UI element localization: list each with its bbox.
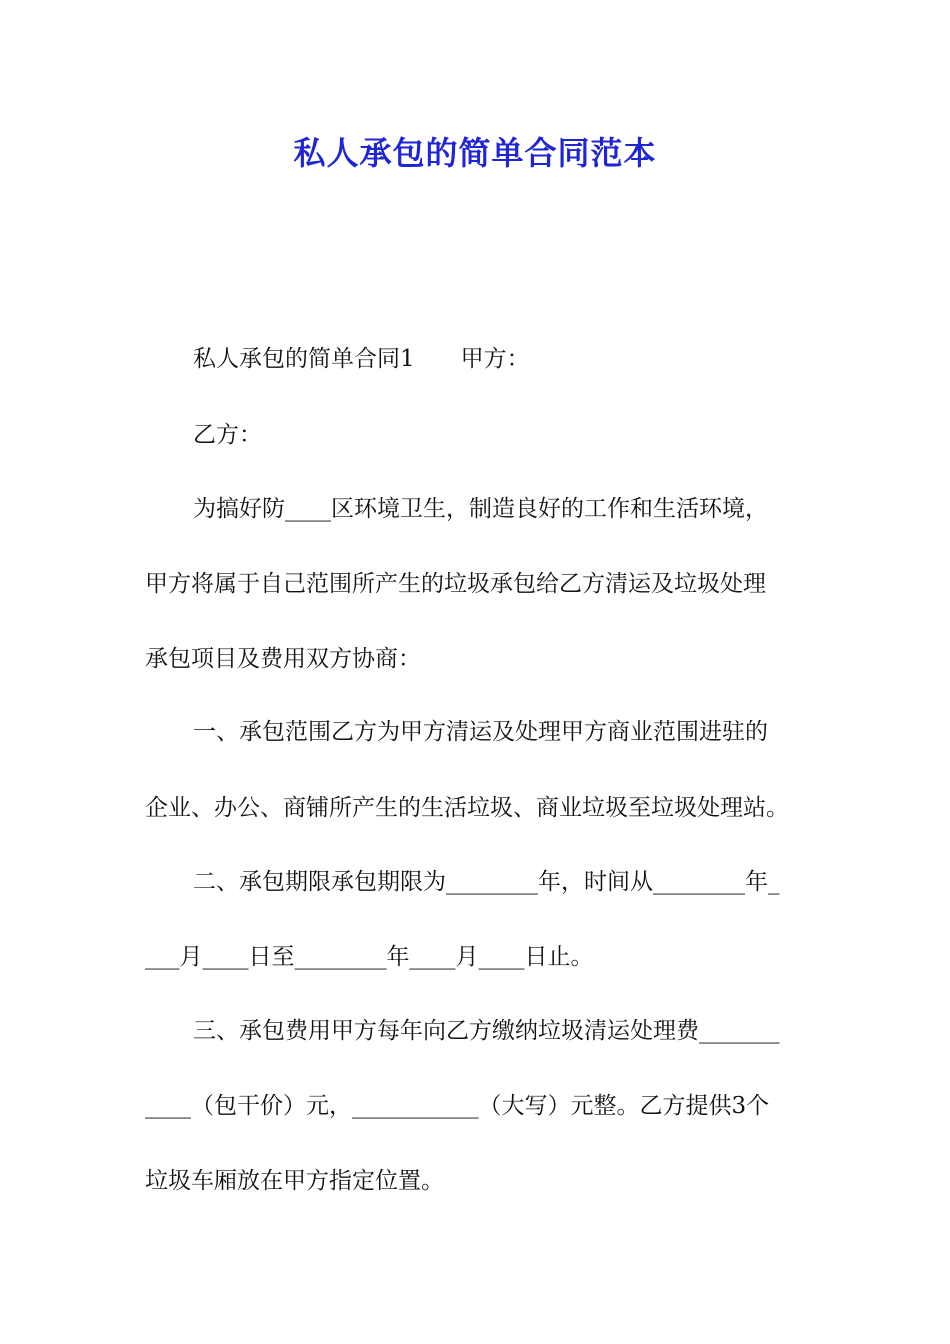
- paragraph-line-6: 一、承包范围乙方为甲方清运及处理甲方商业范围进驻的: [193, 719, 768, 745]
- paragraph-line-7: 企业、办公、商铺所产生的生活垃圾、商业垃圾至垃圾处理站。: [145, 795, 789, 821]
- document-title: 私人承包的简单合同范本: [293, 134, 657, 172]
- paragraph-line-12: 垃圾车厢放在甲方指定位置。: [145, 1168, 444, 1194]
- paragraph-line-3: 为搞好防____区环境卫生，制造良好的工作和生活环境，: [193, 496, 768, 522]
- paragraph-line-4: 甲方将属于自己范围所产生的垃圾承包给乙方清运及垃圾处理: [145, 571, 766, 597]
- paragraph-line-5: 承包项目及费用双方协商：: [145, 646, 421, 672]
- paragraph-line-9: ___月____日至________年____月____日止。: [145, 944, 594, 970]
- paragraph-line-8: 二、承包期限承包期限为________年，时间从________年_: [193, 869, 780, 895]
- paragraph-line-11: ____（包干价）元，___________（大写）元整。乙方提供3个: [145, 1093, 770, 1119]
- paragraph-line-2: 乙方：: [193, 422, 262, 448]
- paragraph-line-10: 三、承包费用甲方每年向乙方缴纳垃圾清运处理费_______: [193, 1018, 780, 1044]
- paragraph-line-1: 私人承包的简单合同1 甲方：: [193, 346, 530, 372]
